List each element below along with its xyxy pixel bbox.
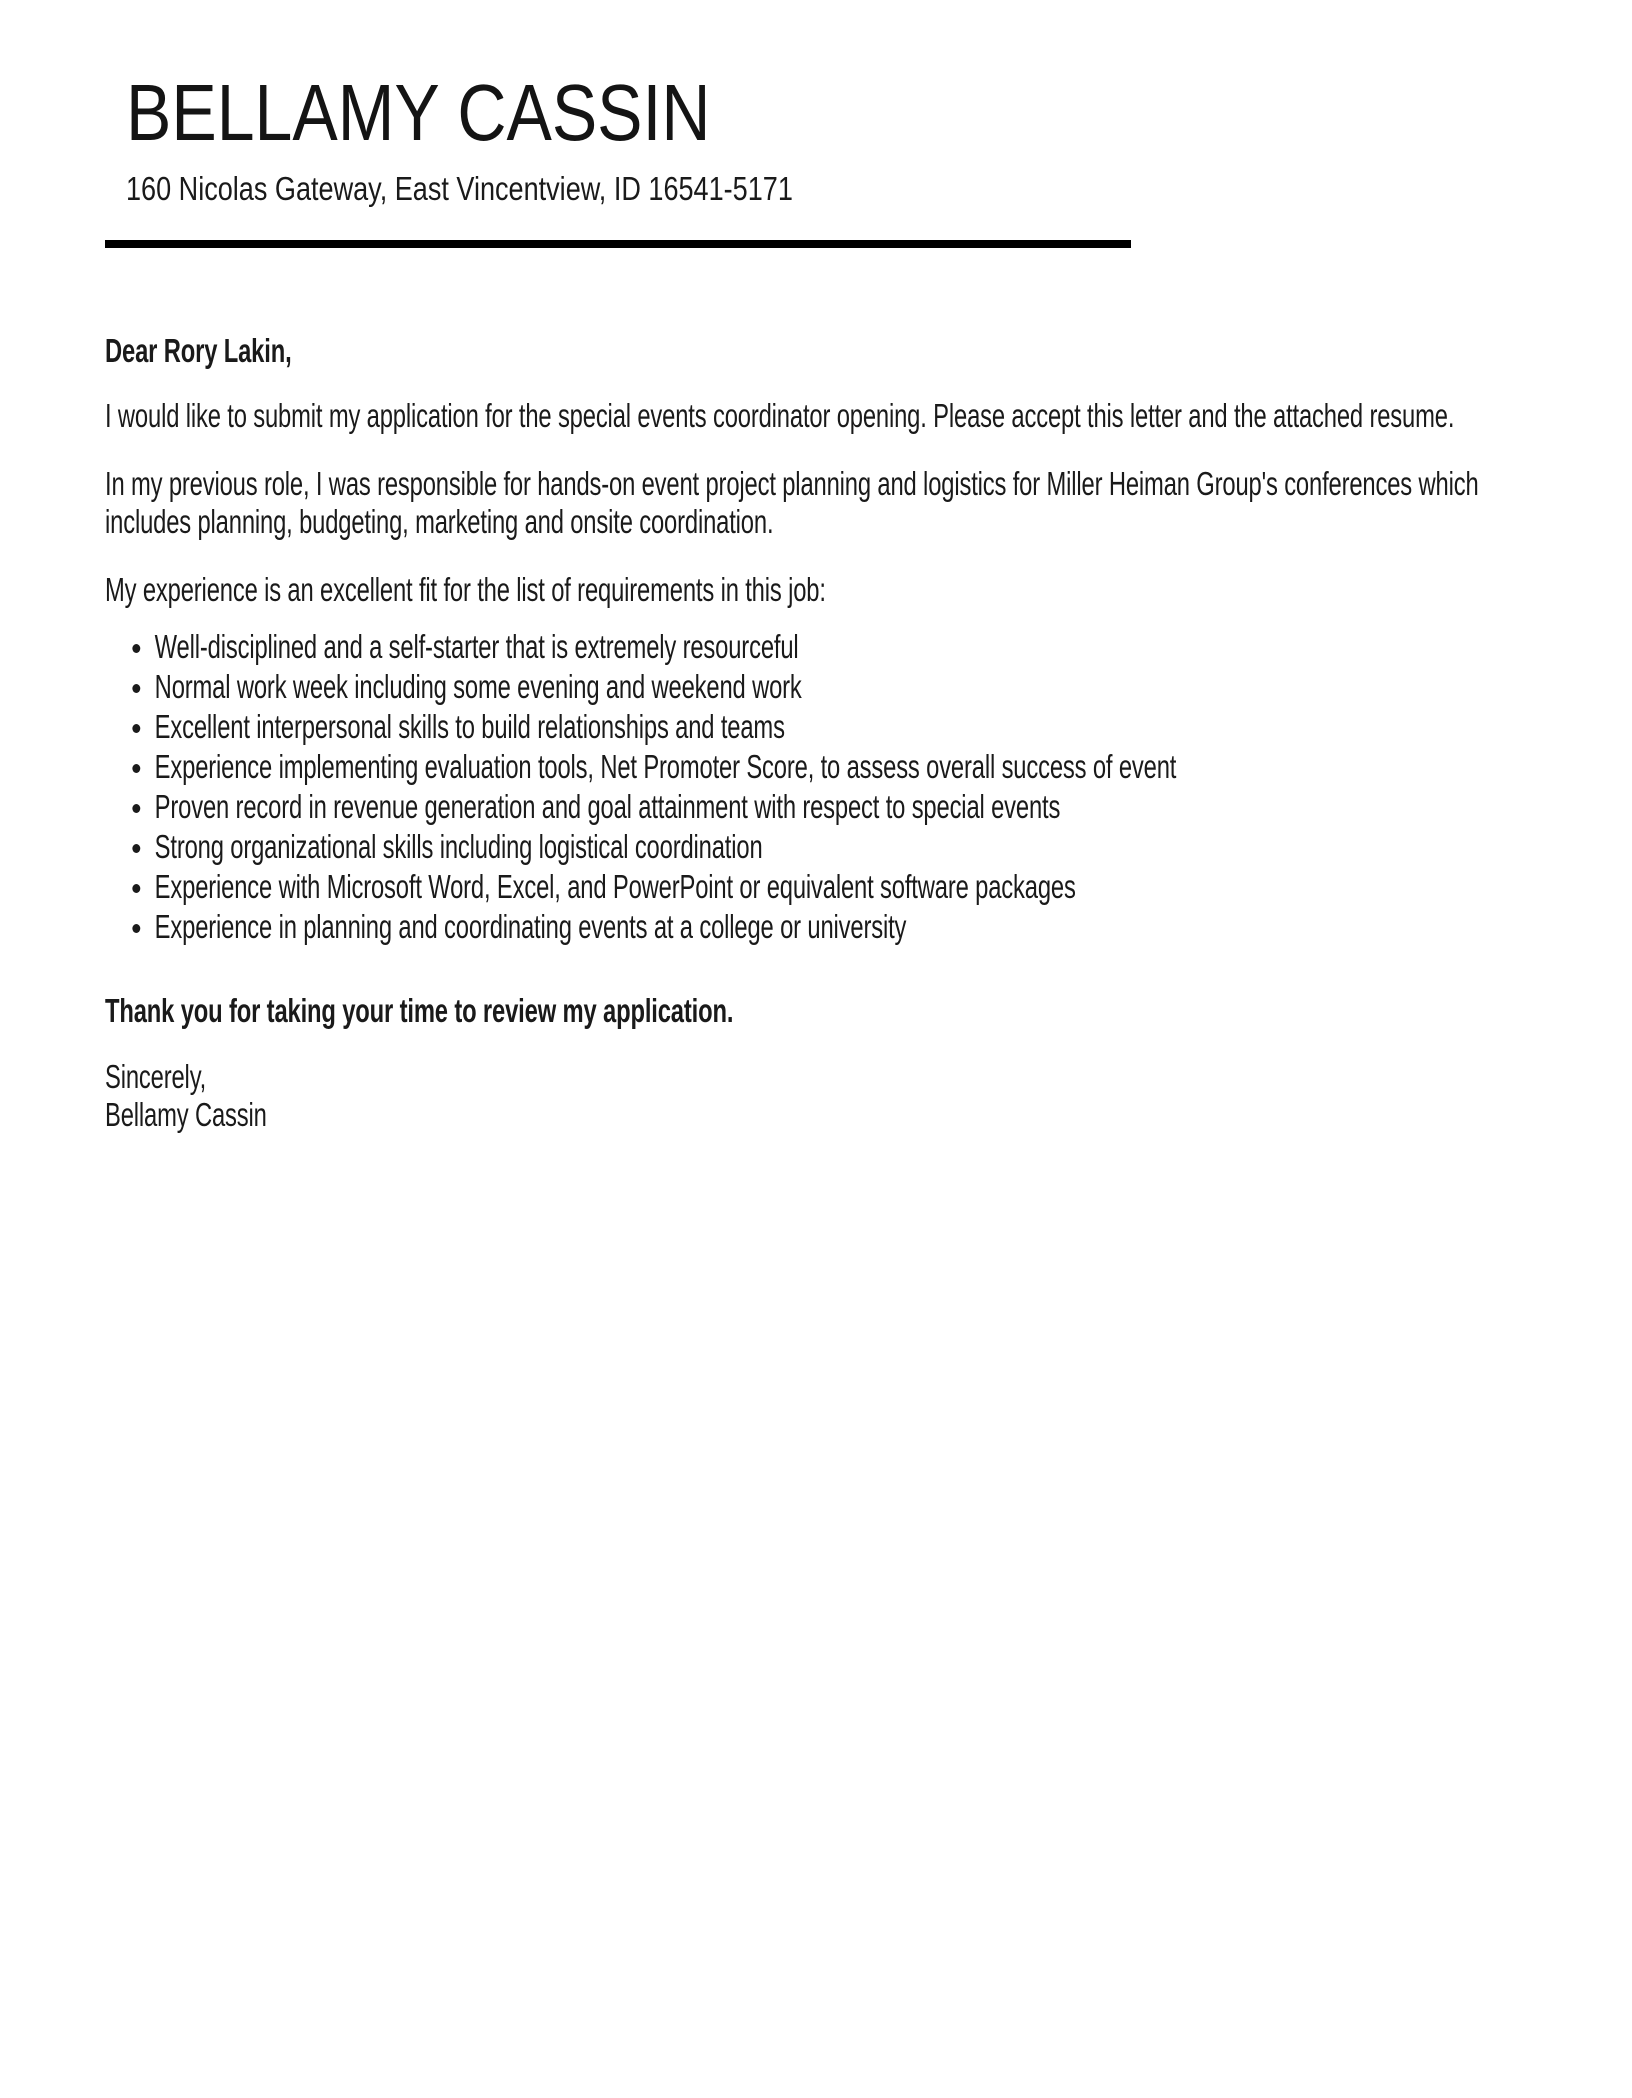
requirement-item: Normal work week including some evening and weekend work <box>155 668 1491 706</box>
requirement-item: Experience with Microsoft Word, Excel, and PowerPoint or equivalent software packages <box>155 868 1491 906</box>
header-rule <box>105 240 1131 248</box>
paragraph-previous-role: In my previous role, I was responsible for hands-on event project planning and logistics for Miller Heiman Group's conferences which includes planning, budgeting, marketing and onsite coordination. <box>105 465 1479 540</box>
requirement-item: Experience implementing evaluation tools, Net Promoter Score, to assess overall success of event <box>155 748 1491 786</box>
thanks-line: Thank you for taking your time to review my application. <box>105 992 734 1029</box>
signature-name: Bellamy Cassin <box>105 1096 267 1133</box>
requirement-item: Well-disciplined and a self-starter that is extremely resourceful <box>155 628 1491 666</box>
applicant-address: 160 Nicolas Gateway, East Vincentview, ID 16541-5171 <box>126 170 793 207</box>
closing-salutation: Sincerely, <box>105 1058 207 1095</box>
applicant-name: BELLAMY CASSIN <box>126 68 711 157</box>
requirement-item: Strong organizational skills including logistical coordination <box>155 828 1491 866</box>
closing-block <box>105 1058 1491 1134</box>
requirement-item: Experience in planning and coordinating events at a college or university <box>155 908 1491 946</box>
requirement-item: Proven record in revenue generation and goal attainment with respect to special events <box>155 788 1491 826</box>
paragraph-application: I would like to submit my application for the special events coordinator opening. Please accept this letter and the attached resume. <box>105 397 1455 434</box>
paragraph-experience-lead-in: My experience is an excellent fit for the list of requirements in this job: <box>105 571 826 608</box>
greeting: Dear Rory Lakin, <box>105 332 292 369</box>
letter-body <box>105 332 1491 1134</box>
requirement-item: Excellent interpersonal skills to build relationships and teams <box>155 708 1491 746</box>
requirements-list <box>105 628 1491 946</box>
